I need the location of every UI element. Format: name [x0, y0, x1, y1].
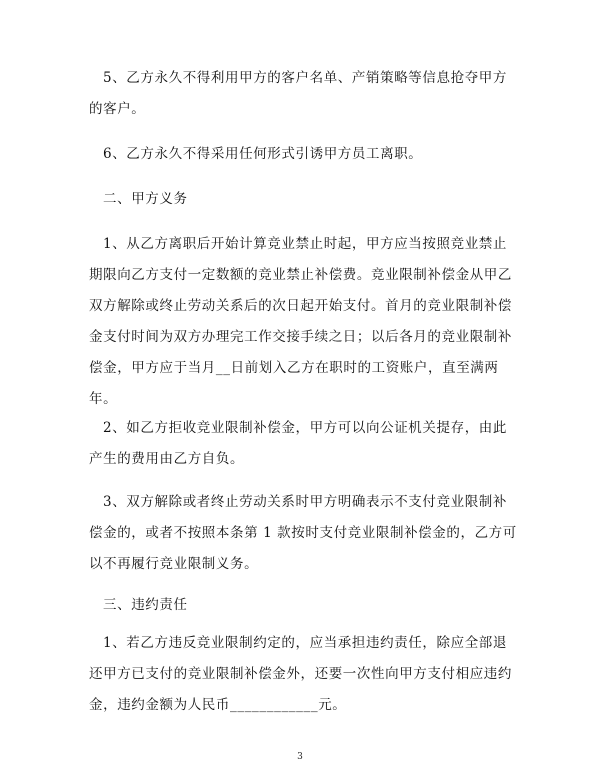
text-line: 还甲方已支付的竞业限制补偿金外，还要一次性向甲方支付相应违约: [89, 666, 512, 682]
clause-5-paragraph: [89, 63, 513, 125]
text-line: 偿金的，或者不按照本条第 1 款按时支付竞业限制补偿金的，乙方可: [89, 525, 517, 541]
text-line: 1、若乙方违反竞业限制约定的，应当承担违约责任，除应全部退: [103, 635, 507, 651]
text-line: 1、从乙方离职后开始计算竞业禁止时起，甲方应当按照竞业禁止: [103, 236, 507, 252]
text-line: 的客户。: [89, 101, 146, 117]
text-line: 2、如乙方拒收竞业限制补偿金，甲方可以向公证机关提存，由此: [103, 420, 507, 436]
text-line: 以不再履行竞业限制义务。: [89, 556, 259, 572]
text-line: 3、双方解除或者终止劳动关系时甲方明确表示不支付竞业限制补: [103, 494, 507, 510]
obligation-3-paragraph: [89, 487, 517, 580]
text-line: 双方解除或终止劳动关系后的次日起开始支付。首月的竞业限制补偿: [89, 298, 512, 314]
obligation-1-paragraph: [89, 229, 513, 415]
clause-6-paragraph: [89, 139, 513, 170]
text-line: 年。: [89, 391, 118, 407]
text-line: 期限向乙方支付一定数额的竞业禁止补偿费。竞业限制补偿金从甲乙: [89, 267, 512, 283]
obligation-2-paragraph: [89, 413, 513, 475]
text-line: 产生的费用由乙方自负。: [89, 451, 245, 467]
text-line: 5、乙方永久不得利用甲方的客户名单、产销策略等信息抢夺甲方: [103, 70, 507, 86]
section-heading-liability-for-breach: 三、违约责任: [103, 597, 188, 613]
section-heading-party-a-obligations: 二、甲方义务: [103, 191, 188, 207]
text-line: 金支付时间为双方办理完工作交接手续之日；以后各月的竞业限制补: [89, 329, 512, 345]
text-line: 金，违约金额为人民币____________元。: [89, 697, 347, 713]
text-line: 偿金，甲方应于当月__日前划入乙方在职时的工资账户，直至满两: [89, 360, 499, 376]
text-line: 6、乙方永久不得采用任何形式引诱甲方员工离职。: [103, 146, 423, 162]
page-number: 3: [297, 752, 303, 762]
liability-1-paragraph: [89, 628, 513, 721]
